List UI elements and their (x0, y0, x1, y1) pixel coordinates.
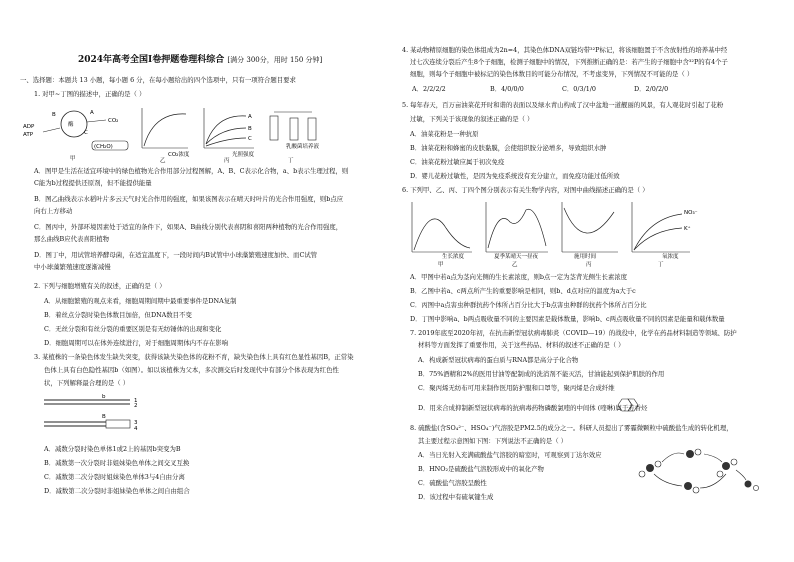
fig-caption-yi: 乙 (160, 158, 166, 164)
fig-label-lactic: 乳酸菌培养液 (286, 144, 320, 150)
page-title: 2024年高考全国Ⅰ卷押题卷理科综合 [满分 300分，用时 150 分钟] (78, 55, 323, 65)
q6-axis-growth: 生长浓度 (442, 254, 465, 260)
q6-fig-ding (632, 202, 698, 268)
q5-stem: 5. 每年春天，百万亩油菜花开时和谐的表面以及绿水青山构成了汉中盆地一道靓丽的风景，有人观花时引起了花粉 (402, 101, 724, 109)
q5-option-c: C．油菜花粉过敏应属于初次免疫 (410, 158, 505, 166)
fig-label-b: B (52, 112, 56, 118)
q2-option-a: A．从细胞繁殖的观点来看，细胞周期间期中最重要事件是DNA复制 (44, 297, 237, 305)
fig-label-a: A (90, 110, 94, 116)
q5-option-d: D．婴儿花粉过敏性，是因为免疫系统没有充分建立，而免疫功能过低所致 (410, 172, 620, 180)
q8-stem-2: 其主要过程示意图如下图：下列说法不正确的是（ ） (418, 437, 568, 445)
svg-text:B: B (248, 126, 252, 132)
q7-option-b: B．75%酒精和2%的医用甘油等配制成的洗消剂不能灭活，甘油能起到保护肌肤的作用 (418, 370, 665, 378)
q6-option-a: A．甲图中若a点为茎向光侧的生长素浓度，则b点一定为茎背光侧生长素浓度 (410, 273, 628, 281)
fig-label-ch2o: (CH₂O) (94, 144, 113, 150)
q4-option-c: C．0/3/1/0 (562, 85, 597, 93)
q6-option-d: D．丁图中影响a、b两点吸收量不同的主要因素是载体数量，影响b、c两点吸收量不同的因素是能量和载体数量 (410, 315, 725, 323)
q2-option-c: C．无丝分裂和有丝分裂的重要区别是有无纺锤体的出现和变化 (44, 325, 222, 333)
q1-fig-ding (270, 112, 320, 164)
q6-fig-jia (412, 202, 472, 268)
q5-stem-2: 过敏，下列关于该现象的叙述正确的是（ ） (410, 115, 534, 123)
section-heading: 一、选择题：本题共 13 小题，每小题 6 分，在每小题给出的四个选项中，只有一项符合题目要求 (20, 76, 296, 84)
fig-caption-ding: 丁 (288, 158, 294, 164)
q2-option-d: D．细胞周期可以在体外连续进行，对于细胞周期体内不存在影响 (44, 339, 229, 347)
chrom-label-2: 2 (134, 403, 138, 409)
chrom-label-3: 3 (134, 420, 138, 426)
q4-stem-3: 细胞，则每个子细胞中被标记的染色体数目的可能分布情况，不考虑变异，下列情况不可能的是（ ） (410, 70, 694, 78)
q1-option-a-cont: C能为b过程提供还原剂，但不能提供能量 (34, 179, 152, 187)
q7-option-a: A．构成新型冠状病毒的蛋白质与RNA都是高分子化合物 (418, 356, 579, 364)
svg-text:A: A (248, 114, 252, 120)
q1-fig-yi (142, 108, 190, 164)
q6-axis-time: 施用时间 (574, 254, 597, 260)
q5-option-a: A．油菜花粉是一种抗原 (410, 130, 479, 138)
q5-option-b: B．油菜花粉和蜂蜜的皮肤黏膜，会使组织胺分泌增多，导致组织水肿 (410, 144, 607, 152)
q1-fig-jia (23, 110, 128, 162)
fig-caption-bing: 丙 (224, 158, 230, 164)
q1-fig-bing (204, 108, 255, 164)
q1-option-a: A．图甲是生活在适宜环境中的绿色植物光合作用部分过程图解，A、B、C表示化合物，a、b表示生理过程，则 (34, 167, 349, 175)
q1-option-b: B．图乙曲线表示水稻叶片多云天气时光合作用的强度，如果该图表示在晴天时叶片的光合作用强度，则b点应 (34, 195, 344, 203)
q6-stem: 6. 下列甲、乙、丙、丁四个图分别表示有关生物学内容，对图中曲线描述正确的是（ ） (402, 186, 649, 194)
q6-fig-yi (486, 202, 548, 268)
q3-option-a: A．减数分裂时染色单体1或2上的基因b突变为B (44, 445, 181, 453)
chrom-label-big-b: B (102, 414, 106, 420)
q3-option-d: D．减数第二次分裂时非姐妹染色单体之间自由组合 (44, 487, 190, 495)
fig-label-atp: ATP (23, 132, 34, 138)
q6-fig-bing (562, 202, 618, 268)
q6-axis-day: 夏季某晴天一昼夜 (494, 254, 539, 260)
q3-chromosome-figure (42, 394, 152, 438)
fig-axis-light: 光照强度 (232, 152, 255, 158)
q4-option-b: B．4/0/0/0 (490, 85, 524, 93)
q6-figures (406, 198, 706, 266)
fig-label-enzyme: 酶 (68, 122, 74, 128)
q4-option-a: A．2/2/2/2 (412, 85, 446, 93)
q1-stem: 1. 对甲~丁图的描述中，正确的是（ ） (34, 90, 146, 98)
q2-option-b: B．着丝点分裂时染色体数目加倍，但DNA数目不变 (44, 311, 192, 319)
q4-stem-2: 过七次连续分裂后产生8个子细胞，检测子细胞中的情况，下列推断正确的是：若产生的子细胞中含³²P的有4个子 (410, 58, 728, 66)
q3-stem-2: 色体上具有白色隐性基因b（如图）。如以该植株为父本，多次测交后时发现代中有部分个体表现为红色性 (44, 366, 339, 374)
q7-option-d: D．用来合成抑制新型冠状病毒的抗病毒药物磷酸氯喹的中间体 (喹啉)属于芳香烃 (418, 404, 648, 412)
q8-option-c: C．硫酸盐气溶胶呈酸性 (418, 479, 487, 487)
q8-mechanism-figure (630, 444, 770, 500)
chrom-label-b-small: b (102, 394, 106, 400)
q6-option-c: C．丙图中a点害虫种群抗药个体所占百分比大于b点害虫种群的抗药个体所占百分比 (410, 301, 647, 309)
q6-caption-ding: 丁 (658, 262, 664, 268)
q8-option-d: D．该过程中有硫氧键生成 (418, 493, 494, 501)
q6-label-no3: NO₃⁻ (684, 210, 698, 216)
q3-stem-3: 状，下列解释最合理的是（ ） (44, 379, 130, 387)
q8-option-a: A．当日光射入充满硫酸盐气溶胶的暗室时，可观察到丁达尔效应 (418, 451, 602, 459)
fig-label-c: C (84, 130, 88, 136)
quinoline-structure (616, 397, 640, 413)
q1-figures (18, 104, 328, 162)
q8-option-b: B．HNO₂是硫酸盐气溶胶形成中的氧化产物 (418, 465, 544, 473)
q7-stem-2: 材料等方面发挥了重要作用，关于这些药品、材料的叙述不正确的是（ ） (418, 341, 625, 349)
q8-stem: 8. 硫酸盐(含SO₄²⁻、HSO₄⁻)气溶胶是PM2.5的成分之一。科研人员提出了雾霾微颗粒中硫酸盐生成的转化机理， (410, 424, 733, 432)
q3-option-c: C．减数第二次分裂时姐妹染色单体3与4自由分离 (44, 473, 185, 481)
q7-stem: 7. 2019年底至2020年初，在抗击新型冠状病毒肺炎（COVID—19）的战役中，化学在药品材料制造等领域、防护 (410, 329, 737, 337)
q3-stem: 3. 某植株的一条染色体发生缺失突变，获得该缺失染色体的花粉不育，缺失染色体上具有红色显性基因B，正常染 (34, 353, 354, 361)
chrom-label-4: 4 (134, 426, 138, 432)
q1-option-b-cont: 向右上方移动 (34, 207, 73, 215)
fig-label-adp: ADP (23, 124, 35, 130)
q4-option-d: D．2/0/2/0 (634, 85, 669, 93)
q6-caption-bing: 丙 (586, 262, 592, 268)
q1-option-c-cont: 那么曲线B应代表喜阳植物 (34, 235, 109, 243)
fig-caption-jia: 甲 (70, 156, 76, 162)
q1-option-d: D．图丁中，用试管培养酵母菌，在适宜温度下，一段时间内B试管中小球藻繁殖速度加快、而C试管 (34, 251, 318, 259)
svg-text:C: C (248, 136, 252, 142)
q6-axis-oxygen: 氧浓度 (662, 254, 679, 260)
q6-option-b: B．乙图中若a、c两点所产生的重要影响是相同，则b、d点对应的温度为a大于c (410, 287, 636, 295)
page-subtitle: [满分 300分，用时 150 分钟] (227, 56, 323, 64)
q7-option-c: C．聚丙烯无纺布可用来制作医用防护服和口罩等，聚丙烯是合成纤维 (418, 384, 615, 392)
q3-option-b: B．减数第一次分裂时非姐妹染色单体之间交叉互换 (44, 459, 190, 467)
q6-caption-yi: 乙 (512, 262, 518, 268)
chrom-label-1: 1 (134, 398, 138, 404)
fig-label-co2: CO₂ (108, 118, 119, 124)
fig-axis-co2: CO₂浓度 (168, 152, 190, 158)
q1-option-c: C．图丙中，外部环境因素处于适宜的条件下，如果A、B曲线分别代表喜阴和喜阳两种植物的光合作用强度， (34, 223, 343, 231)
q1-option-d-cont: 中小球藻繁殖速度逐渐减慢 (34, 263, 111, 271)
q6-label-k: K⁺ (684, 226, 691, 232)
q4-stem: 4. 某动物精原细胞的染色体组成为2n=4，其染色体DNA双链均带³²P标记，将该细胞置于不含放射性的培养基中经 (402, 46, 728, 54)
q2-stem: 2. 下列与细胞增殖有关的叙述，正确的是（ ） (34, 282, 166, 290)
q6-caption-jia: 甲 (438, 262, 444, 268)
